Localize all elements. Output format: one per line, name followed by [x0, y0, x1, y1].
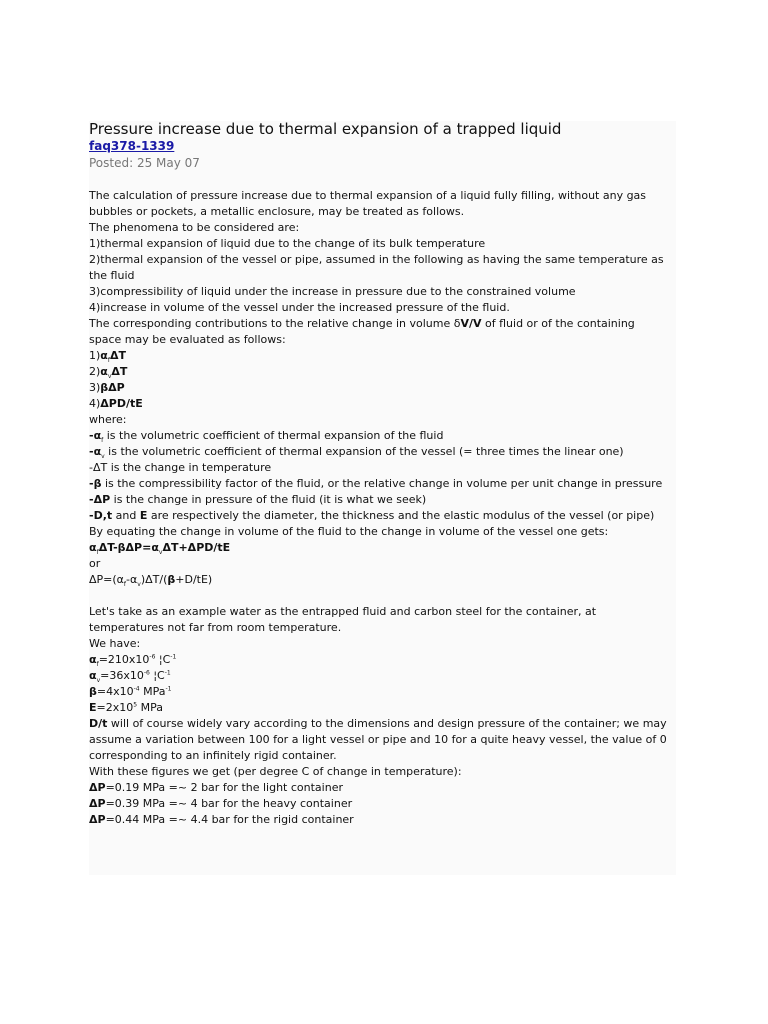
phenomenon-4: 4)increase in volume of the vessel under the increased pressure of the fluid. [89, 301, 510, 314]
intro-paragraph: The calculation of pressure increase due to thermal expansion of a liquid fully filling, without any gas bubbles or pockets, a metallic enclosure, may be treated as follows. [89, 189, 647, 218]
where-alpha-v: $-\alpha_v$ is the volumetric coefficient of thermal expansion of the vessel (= three times the linear one) [89, 445, 624, 461]
figures-text: With these figures we get (per degree C of change in temperature): [89, 765, 462, 778]
result-rigid: ΔP=0.44 MPa =~ 4.4 bar for the rigid container [89, 813, 354, 826]
equation-4: 4)ΔPD/tE [89, 397, 143, 410]
result-light: ΔP=0.19 MPa =~ 2 bar for the light container [89, 781, 343, 794]
where-d-t-e: -D,t and E are respectively the diameter, the thickness and the elastic modulus of the vessel (or pipe) [89, 509, 655, 522]
formula-2: $\Delta P=(\alpha_f-\alpha_v)\Delta T/(\beta+D/tE)$ [89, 573, 213, 589]
phenomenon-1: 1)thermal expansion of liquid due to the change of its bulk temperature [89, 237, 486, 250]
contributions-text: The corresponding contributions to the relative change in volume δV/V of fluid or of the containing space may be evaluated as follows: [89, 317, 635, 346]
phenomenon-3: 3)compressibility of liquid under the increase in pressure due to the constrained volume [89, 285, 576, 298]
value-alpha-v: $\alpha_v=36x10^{-6}$ $¦C^{-1}$ [89, 669, 171, 685]
dt-paragraph: D/t will of course widely vary according to the dimensions and design pressure of the container; we may assume a variation between 100 for a light vessel or pipe and 10 for a quite heavy vessel, the value of 0 corresponding to an infinitely rigid container. [89, 717, 667, 762]
result-heavy: ΔP=0.39 MPa =~ 4 bar for the heavy container [89, 797, 353, 810]
where-alpha-f: $-\alpha_f$ is the volumetric coefficient of thermal expansion of the fluid [89, 429, 444, 445]
where-delta-p: -ΔP is the change in pressure of the fluid (it is what we seek) [89, 493, 427, 506]
formula-1: $\alpha_f\Delta T-\beta\Delta P=\alpha_v\Delta T+\Delta PD/tE$ [89, 541, 231, 557]
phenomenon-2: 2)thermal expansion of the vessel or pipe, assumed in the following as having the same temperature as the fluid [89, 253, 664, 282]
posted-date: Posted: 25 May 07 [89, 156, 200, 170]
or-text: or [89, 557, 101, 570]
equation-1: $1)\alpha_f\Delta T$ [89, 349, 127, 365]
equation-3: 3)βΔP [89, 381, 125, 394]
example-text: Let's take as an example water as the entrapped fluid and carbon steel for the container, at temperatures not far from room temperature. [89, 605, 597, 634]
value-beta: $\beta=4x10^{-4}$ MPa$^{-1}$ [89, 685, 172, 698]
faq-id-link[interactable]: faq378-1339 [89, 139, 175, 153]
where-label: where: [89, 413, 127, 426]
where-delta-t: -ΔT is the change in temperature [89, 461, 272, 474]
equation-2: $2)\alpha_v\Delta T$ [89, 365, 128, 381]
where-beta: -β is the compressibility factor of the fluid, or the relative change in volume per unit change in pressure [89, 477, 663, 490]
value-alpha-f: $\alpha_f=210x10^{-6}$ $¦C^{-1}$ [89, 653, 177, 669]
equating-text: By equating the change in volume of the fluid to the change in volume of the vessel one gets: [89, 525, 609, 538]
we-have-label: We have: [89, 637, 141, 650]
value-e: $E=2x10^5$ MPa [89, 701, 163, 714]
article-body [89, 188, 669, 828]
page-title: Pressure increase due to thermal expansion of a trapped liquid [89, 120, 562, 138]
phenomena-heading: The phenomena to be considered are: [89, 221, 300, 234]
